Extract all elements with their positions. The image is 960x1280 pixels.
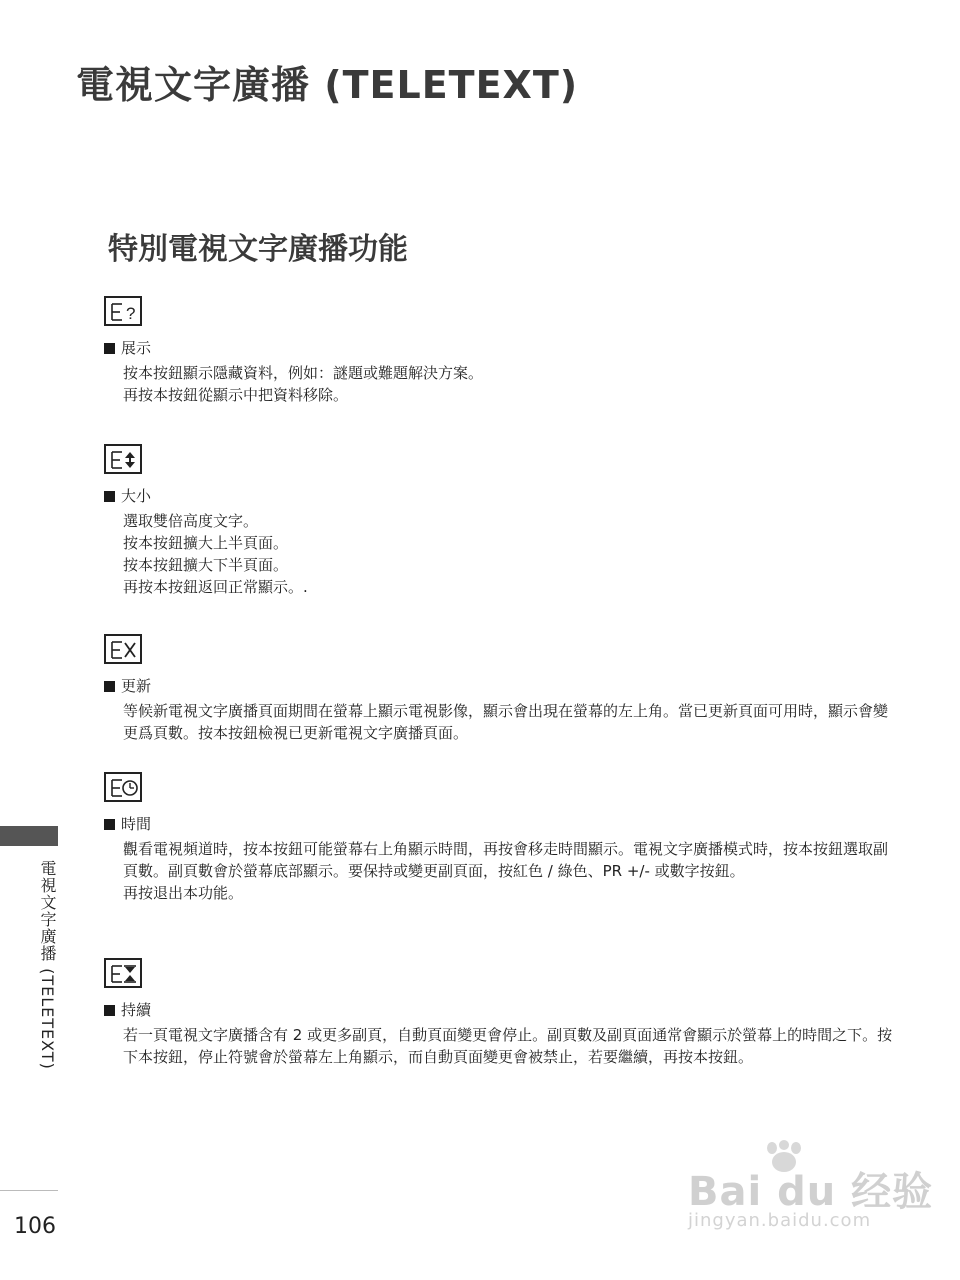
footer-divider [0, 1190, 58, 1191]
svg-text:?: ? [126, 304, 136, 323]
watermark-logo: Bai du 经验 [688, 1169, 934, 1215]
function-description [123, 1024, 894, 1068]
bullet-square [104, 343, 115, 354]
section-title: 特別電視文字廣播功能 [108, 232, 408, 267]
bullet-square [104, 819, 115, 830]
bullet-square [104, 681, 115, 692]
function-hold [104, 958, 894, 1068]
description-line: 若一頁電視文字廣播含有 2 或更多副頁，自動頁面變更會停止。副頁數及副頁面通常會顯示於螢幕上的時間之下。按下本按鈕，停止符號會於螢幕左上角顯示，而自動頁面變更會被禁止，若要繼續，再按本按鈕。 [123, 1026, 893, 1066]
description-line: 再按退出本功能。 [123, 884, 244, 902]
function-heading-label: 展示 [121, 339, 152, 357]
update-icon [104, 634, 142, 664]
page-number: 106 [14, 1214, 56, 1239]
function-description [123, 838, 894, 904]
function-heading [104, 814, 894, 834]
function-heading-label: 持續 [121, 1001, 152, 1019]
description-line: 等候新電視文字廣播頁面期間在螢幕上顯示電視影像，顯示會出現在螢幕的左上角。當已更新頁面可用時，顯示會變更爲頁數。按本按鈕檢視已更新電視文字廣播頁面。 [123, 702, 889, 742]
function-heading-label: 更新 [121, 677, 152, 695]
chapter-tab-marker [0, 826, 58, 846]
chapter-side-label: 電視文字廣播 (TELETEXT) [38, 860, 57, 1070]
function-update [104, 634, 894, 744]
function-heading [104, 676, 894, 696]
size-icon [104, 444, 142, 474]
reveal-icon [104, 296, 142, 326]
description-line: 觀看電視頻道時，按本按鈕可能螢幕右上角顯示時間，再按會移走時間顯示。電視文字廣播模式時，按本按鈕選取副頁數。副頁數會於螢幕底部顯示。要保持或變更副頁面，按紅色 / 綠色、PR +/- 或數字按鈕。 [123, 840, 889, 880]
bullet-square [104, 1005, 115, 1016]
function-heading-label: 時間 [121, 815, 152, 833]
description-line: 再按本按鈕返回正常顯示。. [123, 578, 308, 596]
time-icon [104, 772, 142, 802]
function-heading [104, 338, 894, 358]
function-heading [104, 1000, 894, 1020]
description-line: 按本按鈕擴大下半頁面。 [123, 556, 289, 574]
function-description [123, 700, 894, 744]
description-line: 按本按鈕擴大上半頁面。 [123, 534, 289, 552]
function-heading [104, 486, 894, 506]
function-time [104, 772, 894, 904]
description-line: 再按本按鈕從顯示中把資料移除。 [123, 386, 349, 404]
baidu-watermark [688, 1140, 934, 1240]
page-title: 電視文字廣播 (TELETEXT) [76, 63, 579, 107]
function-description [123, 510, 894, 598]
function-heading-label: 大小 [121, 487, 152, 505]
description-line: 按本按鈕顯示隱藏資料，例如：謎題或難題解決方案。 [123, 364, 484, 382]
description-line: 選取雙倍高度文字。 [123, 512, 259, 530]
watermark-url: jingyan.baidu.com [688, 1210, 872, 1231]
function-description [123, 362, 894, 406]
function-reveal [104, 296, 894, 406]
bullet-square [104, 491, 115, 502]
hold-icon [104, 958, 142, 988]
function-size [104, 444, 894, 598]
